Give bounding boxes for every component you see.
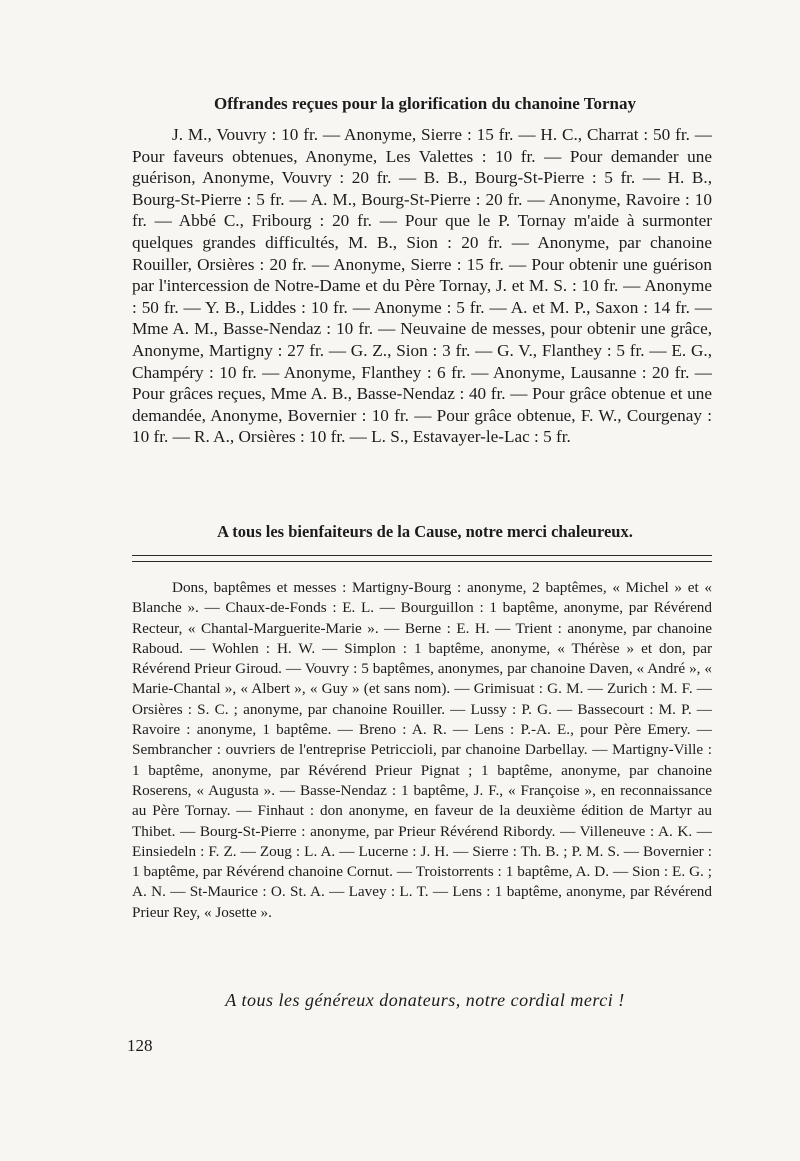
dons-list <box>132 578 712 923</box>
offrandes-list <box>132 124 712 448</box>
donors-thanks: A tous les généreux donateurs, notre cordial merci ! <box>225 990 625 1010</box>
offrandes-heading: Offrandes reçues pour la glorification du chanoine Tornay <box>213 94 637 113</box>
offrandes-paragraph: J. M., Vouvry : 10 fr. — Anonyme, Sierre : 15 fr. — H. C., Charrat : 50 fr. — Pour faveurs obtenues, Anonyme, Les Valettes : 10 fr. — Pour demander une guérison, Anonyme, Vouvry : 20 fr. — B. B., Bourg-St-Pierre : 5 fr. — H. B., Bourg-St-Pierre : 5 fr. — A. M., Bourg-St-Pierre : 20 fr. — Anonyme, Ravoire : 10 fr. — Abbé C., Fribourg : 20 fr. — Pour que le P. Tornay m'aide à surmonter quelques grandes difficultés, M. B., Sion : 20 fr. — Anonyme, par chanoine Rouiller, Orsières : 20 fr. — Anonyme, Sierre : 15 fr. — Pour obtenir une guérison par l'intercession de Notre-Dame et du Père Tornay, J. et M. S. : 10 fr. — Anonyme : 50 fr. — Y. B., Liddes : 10 fr. — Anonyme : 5 fr. — A. et M. P., Saxon : 14 fr. — Mme A. M., Basse-Nendaz : 10 fr. — Neuvaine de messes, pour obtenir une grâce, Anonyme, Martigny : 27 fr. — G. Z., Sion : 3 fr. — G. V., Flanthey : 5 fr. — E. G., Champéry : 10 fr. — Anonyme, Flanthey : 6 fr. — Anonyme, Lausanne : 20 fr. — Pour grâces reçues, Mme A. B., Basse-Nendaz : 40 fr. — Pour grâce obtenue et une demandée, Anonyme, Bovernier : 10 fr. — Pour grâce obtenue, F. W., Courgenay : 10 fr. — R. A., Orsières : 10 fr. — L. S., Estavayer-le-Lac : 5 fr. <box>132 125 712 447</box>
page-number: 128 <box>127 1036 153 1055</box>
double-rule-divider <box>132 555 712 562</box>
benefactors-thanks: A tous les bienfaiteurs de la Cause, notre merci chaleureux. <box>217 522 633 541</box>
dons-paragraph: Dons, baptêmes et messes : Martigny-Bourg : anonyme, 2 baptêmes, « Michel » et « Blanche ». — Chaux-de-Fonds : E. L. — Bourguillon : 1 baptême, anonyme, par Révérend Recteur, « Chantal-Marguerite-Marie ». — Berne : E. H. — Trient : anonyme, par chanoine Raboud. — Wohlen : H. W. — Simplon : 1 baptême, anonyme, « Thérèse » et don, par Révérend Prieur Giroud. — Vouvry : 5 baptêmes, anonymes, par chanoine Daven, « André », « Marie-Chantal », « Albert », « Guy » (et sans nom). — Grimisuat : G. M. — Zurich : M. F. — Orsières : S. C. ; anonyme, par chanoine Rouiller. — Lussy : P. G. — Bassecourt : M. P. — Ravoire : anonyme, 1 baptême. — Breno : A. R. — Lens : P.-A. E., pour Père Emery. — Sembrancher : ouvriers de l'entreprise Petriccioli, par chanoine Darbellay. — Martigny-Ville : 1 baptême, anonyme, par Révérend Prieur Pignat ; 1 baptême, anonyme, par chanoine Roserens, « Augusta ». — Basse-Nendaz : 1 baptême, J. F., « Françoise », en reconnaissance au Père Tornay. — Finhaut : don anonyme, en faveur de la deuxième édition de Martyr au Thibet. — Bourg-St-Pierre : anonyme, par Prieur Révérend Ribordy. — Villeneuve : A. K. — Einsiedeln : F. Z. — Zoug : L. A. — Lucerne : J. H. — Sierre : Th. B. ; P. M. S. — Bovernier : 1 baptême, par Révérend chanoine Cornut. — Troistorrents : 1 baptême, A. D. — Sion : E. G. ; A. N. — St-Maurice : O. St. A. — Lavey : L. T. — Lens : 1 baptême, anonyme, par Révérend Prieur Rey, « Josette ». <box>132 579 712 921</box>
